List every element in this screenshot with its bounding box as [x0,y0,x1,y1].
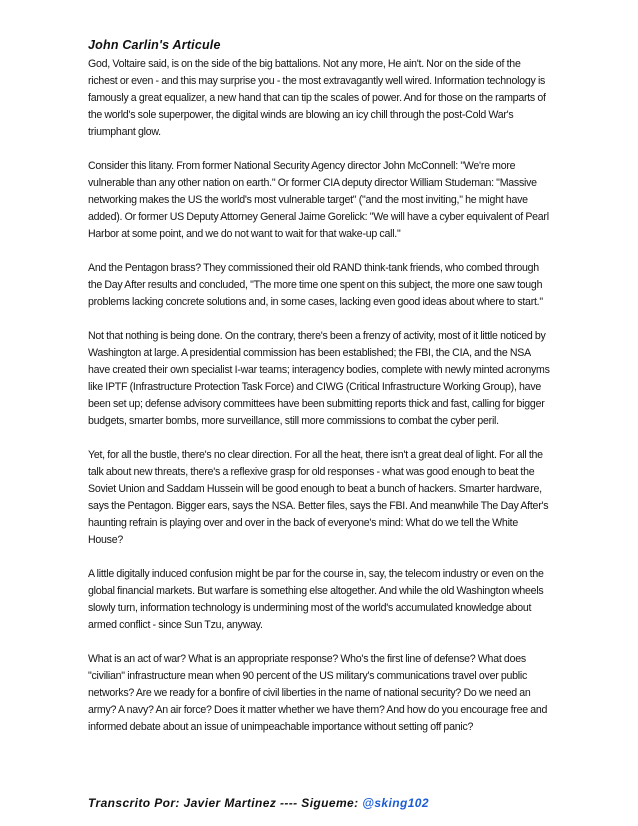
paragraph-3: And the Pentagon brass? They commissioned their old RAND think-tank friends, who combed through the Day After results and concluded, "The more time one spent on this subject, the more one saw tough problems lacking concrete solutions and, in some cases, lacking even good ideas about where to start." [88,262,543,308]
paragraph-6: A little digitally induced confusion might be par for the course in, say, the telecom industry or even on the global financial markets. But warfare is something else altogether. And while the old Washington wheels slowly turn, information technology is undermining most of the world's accumulated knowledge about armed conflict - since Sun Tzu, anyway. [88,568,544,631]
document-title: John Carlin's Articule [88,38,221,52]
footer-credit [88,796,429,810]
paragraph-2: Consider this litany. From former National Security Agency director John McConnell: "We're more vulnerable than any other nation on earth." Or former CIA deputy director William Studeman: "Massive networking makes the US the world's most vulnerable target" ("and the most inviting," he might have added). Or former US Deputy Attorney General Jaime Gorelick: "We will have a cyber equivalent of Pearl Harbor at some point, and we do not want to wait for that wake-up call." [88,160,549,240]
paragraph-7: What is an act of war? What is an appropriate response? Who's the first line of defense? What does "civilian" infrastructure mean when 90 percent of the US military's communications travel over public networks? Are we ready for a bonfire of civil liberties in the name of national security? Do we need an army? A navy? An air force? Does it matter whether we have them? And how do you encourage free and informed debate about an issue of unimpeachable importance without setting off panic? [88,653,548,733]
paragraph-1: God, Voltaire said, is on the side of the big battalions. Not any more, He ain't. Nor on the side of the richest or even - and this may surprise you - the most extravagantly well wired. Information technology is famously a great equalizer, a new hand that can tip the scales of power. And for those on the ramparts of the world's sole superpower, the digital winds are blowing an icy chill through the post-Cold War's triumphant glow. [88,58,546,138]
twitter-handle-link[interactable]: @sking102 [362,796,429,810]
footer-credit-text: Transcrito Por: Javier Martinez ---- Sigueme: [88,796,363,810]
paragraph-5: Yet, for all the bustle, there's no clear direction. For all the heat, there isn't a great deal of light. For all the talk about new threats, there's a reflexive grasp for old responses - what was good enough to beat the Soviet Union and Saddam Hussein will be good enough to beat a bunch of hackers. Smarter hardware, says the Pentagon. Bigger ears, says the NSA. Better files, says the FBI. And meanwhile The Day After's haunting refrain is playing over and over in the back of everyone's mind: What do we tell the White House? [88,449,549,546]
paragraph-4: Not that nothing is being done. On the contrary, there's been a frenzy of activity, most of it little noticed by Washington at large. A presidential commission has been established; the FBI, the CIA, and the NSA have created their own specialist I-war teams; interagency bodies, complete with newly minted acronyms like IPTF (Infrastructure Protection Task Force) and CIWG (Critical Infrastructure Working Group), have been set up; defense advisory committees have been submitting reports thick and fast, calling for bigger budgets, smarter bombs, more surveillance, still more commissions to combat the cyber peril. [88,330,550,427]
article-body [88,56,550,753]
